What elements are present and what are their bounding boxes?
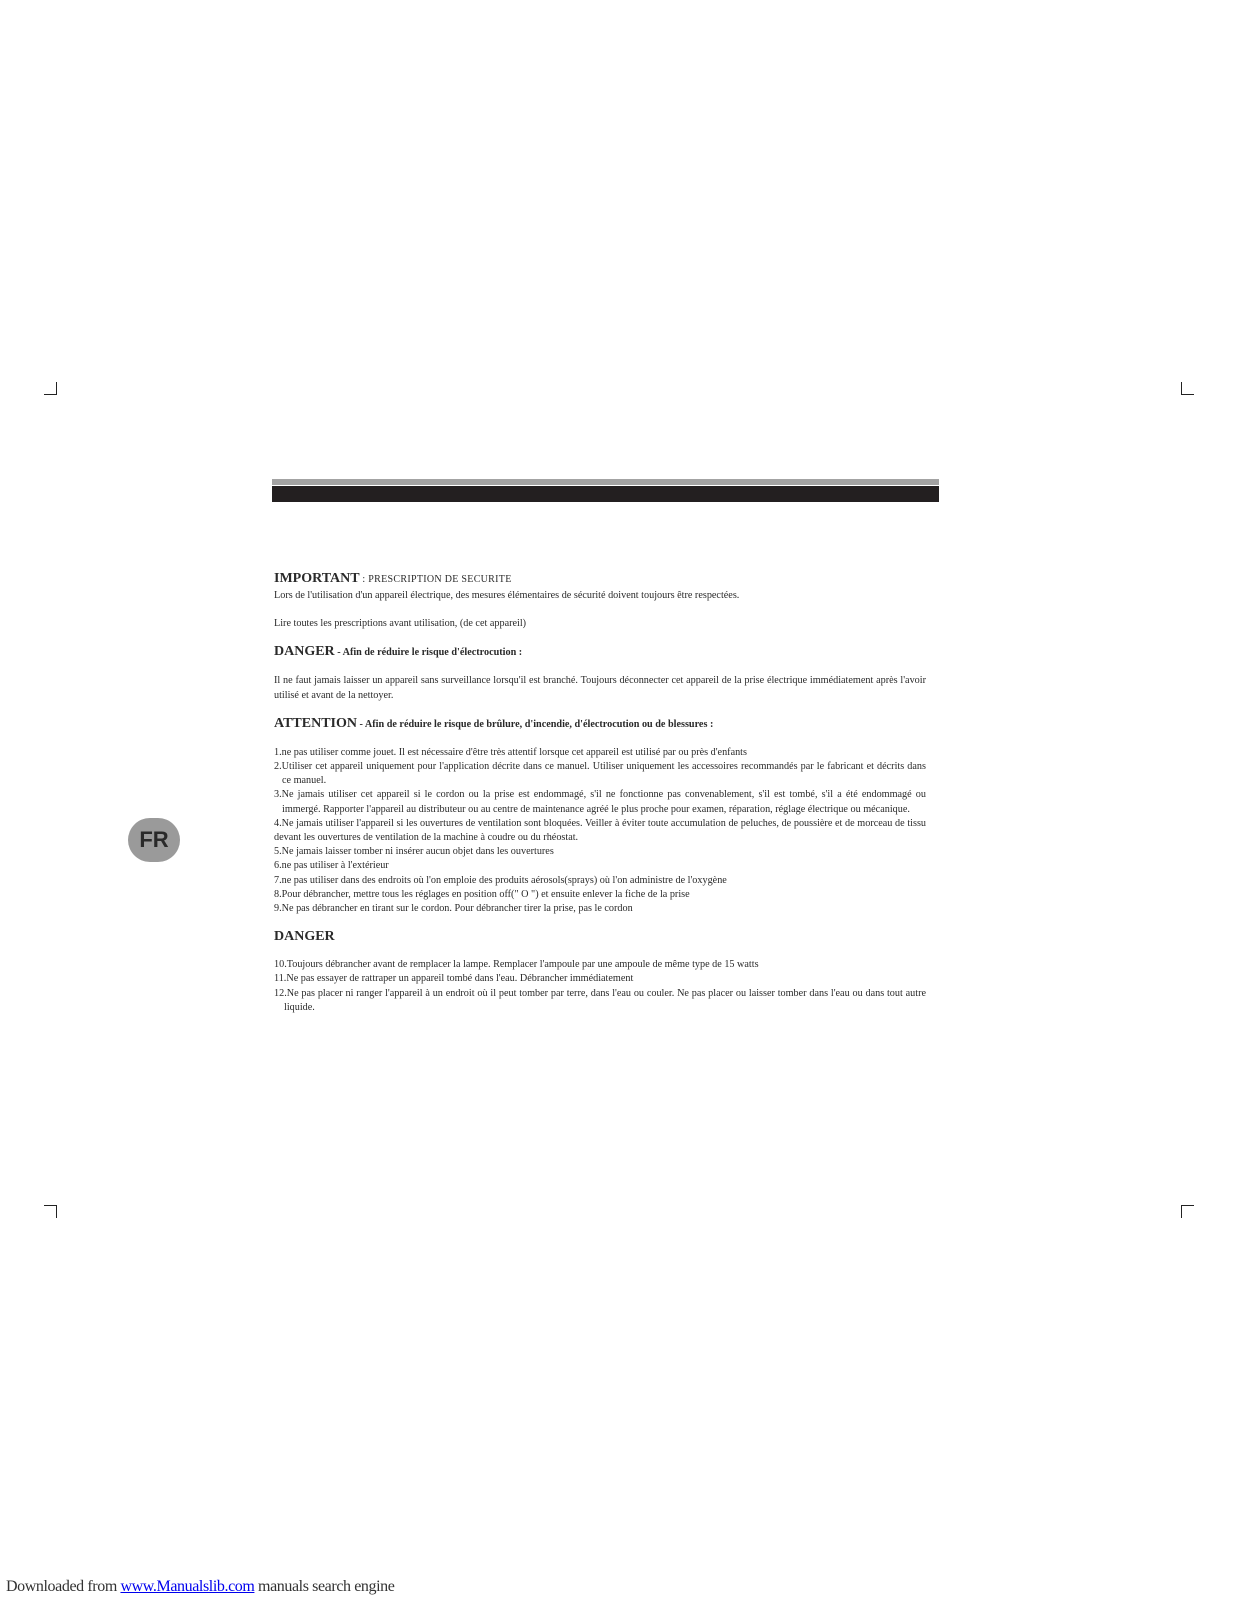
danger-subtitle-1: - Afin de réduire le risque d'électrocution : [334,647,523,659]
footer-prefix: Downloaded from [6,1578,121,1595]
list-item: 8.Pour débrancher, mettre tous les réglages en position off(" O ") et ensuite enlever la fiche de la prise [274,888,690,900]
list-item: 4.Ne jamais utiliser l'appareil si les ouvertures de ventilation sont bloquées. Veiller à éviter toute accumulation de peluches, de poussière et de morceau de tissu devant les ouvertures de ventilation de la machine à coudre ou du rhéostat. [274,817,926,844]
header-band-grey [272,479,939,485]
important-subtitle: PRESCRIPTION DE SECURITE [368,574,512,585]
crop-mark-top-right [1181,382,1194,395]
manualslib-link[interactable]: www.Manualslib.com [120,1578,255,1595]
page-content [274,570,926,1015]
language-badge-label: FR [139,827,169,852]
list-item: 5.Ne jamais laisser tomber ni insérer aucun objet dans les ouvertures [274,846,554,858]
danger-list [274,958,926,1015]
attention-subtitle: - Afin de réduire le risque de brûlure, d'incendie, d'électrocution ou de blessures : [356,718,714,730]
danger-title-2: DANGER [274,929,335,945]
danger-heading-2 [274,928,926,946]
download-footer [6,1578,394,1596]
crop-mark-bottom-left [44,1205,57,1218]
important-text-2: Lire toutes les prescriptions avant utilisation, (de cet appareil) [274,618,527,630]
important-heading [274,570,926,589]
list-item: 12.Ne pas placer ni ranger l'appareil à un endroit où il peut tomber par terre, dans l'eau ou couler. Ne pas placer ou laisser tomber dans l'eau ou dans tout autre liquide. [274,987,926,1013]
list-item: 9.Ne pas débrancher en tirant sur le cordon. Pour débrancher tirer la prise, pas le cordon [274,903,633,915]
list-item: 7.ne pas utiliser dans des endroits où l'on emploie des produits aérosols(sprays) où l'on administre de l'oxygène [274,874,727,886]
footer-suffix: manuals search engine [254,1578,395,1595]
crop-mark-top-left [44,382,57,395]
list-item: 3.Ne jamais utiliser cet appareil si le cordon ou la prise est endommagé, s'il ne fonctionne pas convenablement, s'il est tombé, s'il a été endommagé ou immergé. Rapporter l'appareil au distributeur ou au centre de maintenance agréé le plus proche pour examen, réparation, réglage électrique ou mécanique. [274,789,926,815]
list-item: 10.Toujours débrancher avant de remplacer la lampe. Remplacer l'ampoule par une ampoule de même type de 15 watts [274,959,759,971]
danger-title-1: DANGER [274,644,335,660]
crop-mark-bottom-right [1181,1205,1194,1218]
important-separator: : [359,574,369,585]
language-badge [128,818,180,862]
attention-heading [274,715,926,734]
list-item: 2.Utiliser cet appareil uniquement pour l'application décrite dans ce manuel. Utiliser uniquement les accessoires recommandés par le fabricant et décrits dans ce manuel. [274,761,926,787]
danger-text-1: Il ne faut jamais laisser un appareil sans surveillance lorsqu'il est branché. Toujours déconnecter cet appareil de la prise électrique immédiatement après l'avoir utilisé et avant de la nettoyer. [274,675,926,701]
list-item: 1.ne pas utiliser comme jouet. Il est nécessaire d'être très attentif lorsque cet appareil est utilisé par ou près d'enfants [274,746,747,758]
attention-title: ATTENTION [274,715,357,731]
list-item: 11.Ne pas essayer de rattraper un appareil tombé dans l'eau. Débrancher immédiatement [274,973,634,985]
danger-heading-1 [274,643,926,662]
important-text-1: Lors de l'utilisation d'un appareil électrique, des mesures élémentaires de sécurité doivent toujours être respectées. [274,590,740,601]
attention-list [274,746,926,916]
header-band-dark [272,486,939,502]
important-title: IMPORTANT [274,571,360,586]
list-item: 6.ne pas utiliser à l'extérieur [274,860,389,872]
